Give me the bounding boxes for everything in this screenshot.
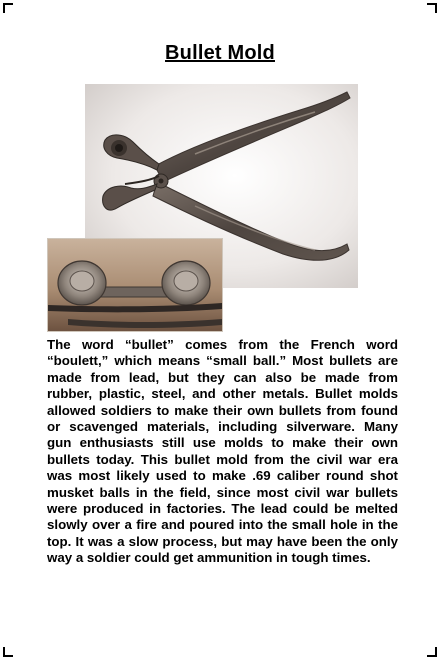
crop-mark-bottom-right [427,647,437,657]
crop-mark-top-left [3,3,13,13]
crop-mark-top-right [427,3,437,13]
description-paragraph: The word “bullet” comes from the French word “boulett,” which means “small ball.” Most bullets are made from lead, but they can also be made from rubber, plastic, steel, and other metals. Bullet molds allowed soldiers to make their own bullets from found or scavenged materials, including silverware. Many gun enthusiasts still use molds to make their own bullets today. This bullet mold from the civil war era was most likely used to make .69 caliber round shot musket balls in the field, since most civil war bullets were produced in factories. The lead could be melted slowly over a fire and poured into the small hole in the top. It was a slow process, but may have been the only way a soldier could get ammunition in tough times. [47,337,398,566]
crop-mark-bottom-left [3,647,13,657]
page-title: Bullet Mold [165,42,275,64]
mold-cavity-closeup-photo [47,238,223,332]
